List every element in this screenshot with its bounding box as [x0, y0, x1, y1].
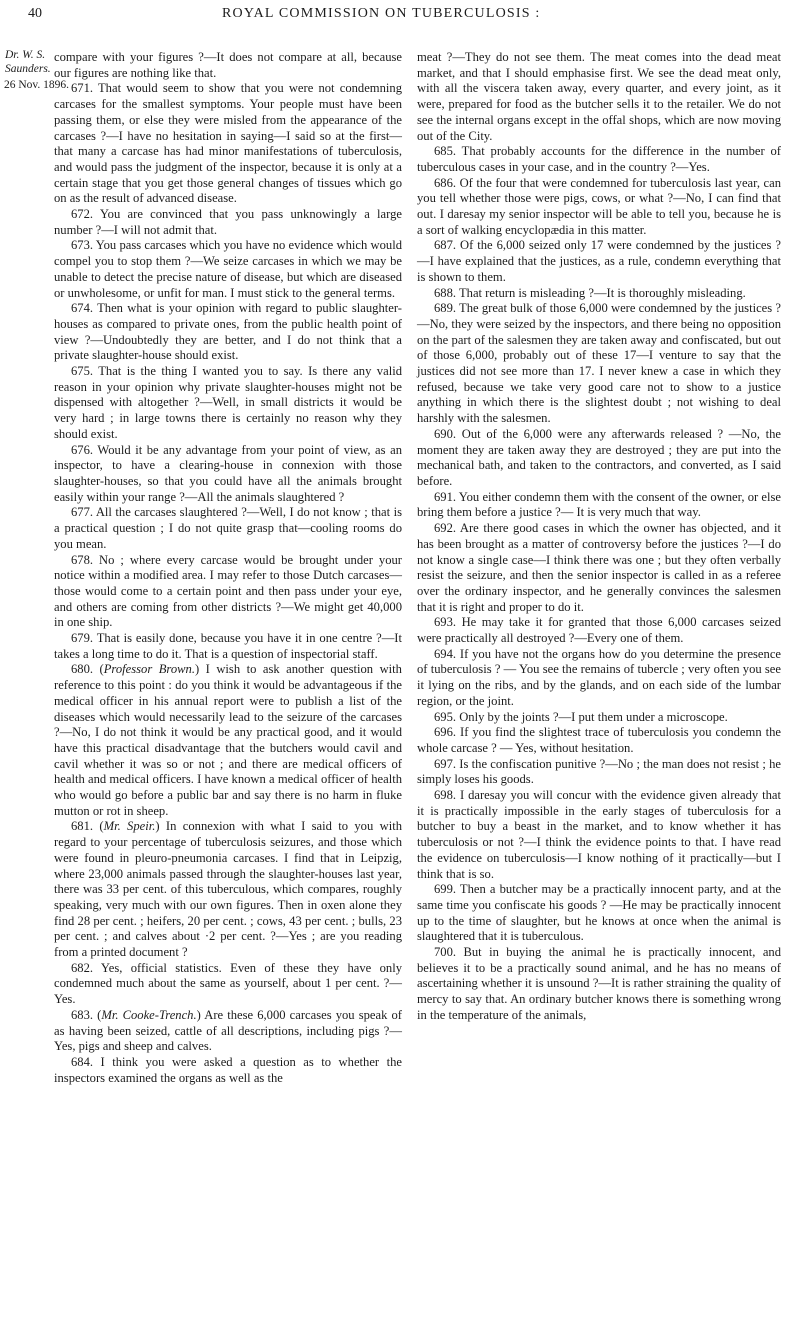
- paragraph: 694. If you have not the organs how do you determine the presence of tuberculosis ? — You see the remains of tubercle ; very often you see it lying on the ribs, and by the glands, and on each side of the lumbar region, or the joint.: [417, 646, 781, 708]
- paragraph: 673. You pass carcases which you have no evidence which would compel you to stop them ?—We seize carcases in which we may be unable to detect the precise nature of disease, but which are diseased or unwholesome, or unfit for man. I must stick to the general terms.: [54, 238, 402, 300]
- paragraph: 674. Then what is your opinion with regard to public slaughter-houses as compared to private ones, from the public health point of view ?—Undoubtedly they are better, and I do not think that a private slaughter-house should exist.: [54, 301, 402, 363]
- paragraph: 695. Only by the joints ?—I put them under a microscope.: [434, 709, 728, 724]
- paragraph: 699. Then a butcher may be a practically innocent party, and at the same time you confiscate his goods ? —He may be practically innocent up to the time of slaughter, but he knows at once when the animal is slaughtered that it is tuberculous.: [417, 882, 781, 944]
- paragraph: 696. If you find the slightest trace of tuberculosis you condemn the whole carcase ? — Yes, without hesitation.: [417, 725, 781, 755]
- left-text-column: [54, 50, 402, 1086]
- page-number: 40: [28, 6, 42, 21]
- paragraph-lead: 680. (: [71, 662, 104, 677]
- witness-name: Dr. W. S.: [5, 49, 46, 61]
- running-header-title: ROYAL COMMISSION ON TUBERCULOSIS :: [222, 6, 541, 21]
- paragraph: 686. Of the four that were condemned for tuberculosis last year, can you tell whether those were pigs, cows, or what ?—No, I can find that out. I daresay my senior inspector will be able to tell you, because he is a sort of walking encyclopædia in this matter.: [417, 175, 781, 237]
- speaker-name: Professor Brown.: [103, 662, 195, 677]
- paragraph: 690. Out of the 6,000 were any afterwards released ? —No, the moment they are taken away they are destroyed ; they are put into the mechanical bath, and taken to the contractors, and converted, as I said before.: [417, 426, 781, 488]
- paragraph: 687. Of the 6,000 seized only 17 were condemned by the justices ?—I have explained that the justices, as a rule, condemn everything that is shown to them.: [417, 238, 781, 284]
- paragraph: 672. You are convinced that you pass unknowingly a large number ?—I will not admit that.: [54, 207, 402, 237]
- paragraph: 677. All the carcases slaughtered ?—Well, I do not know ; that is a practical question ; I do not quite grasp that—cooling rooms do you mean.: [54, 505, 402, 551]
- paragraph: 678. No ; where every carcase would be brought under your notice within a modified area. I may refer to those Dutch carcases—those would come to a certain point and then pass under your eye, and others are coming from other districts ?—We might get 40,000 in one ship.: [54, 552, 402, 630]
- paragraph: 685. That probably accounts for the difference in the number of tuberculous cases in your case, and in the country ?—Yes.: [417, 144, 781, 174]
- speaker-name: Mr. Speir.: [103, 819, 156, 834]
- paragraph: 682. Yes, official statistics. Even of these they have only condemned much about the same as yourself, about 1 per cent. ?—Yes.: [54, 960, 402, 1007]
- paragraph: 675. That is the thing I wanted you to say. Is there any valid reason in your opinion why private slaughter-houses might not be dispensed with altogether ?—Well, in small districts it would be very hard ; in large towns there is certainly no reason why they should exist.: [54, 364, 402, 441]
- paragraph: compare with your figures ?—It does not compare at all, because our figures are nothing like that.: [54, 50, 402, 80]
- sitting-date: 26 Nov. 1896.: [4, 79, 70, 91]
- paragraph: 676. Would it be any advantage from your point of view, as an inspector, to have a clearing-house in connexion with those slaughter-houses, so that you could have all the animals brought easily within your range ?—All the animals slaughtered ?: [54, 442, 402, 504]
- witness-role: Saunders.: [5, 63, 51, 75]
- paragraph: 698. I daresay you will concur with the evidence given already that it is practically impossible in the early stages of tuberculosis for a butcher to buy a beast in the market, and to know whether it has tuberculosis or not ?—I think the evidence points to that. I have read the evidence on tuberculosis—I know nothing of it practically—but I think that is so.: [417, 788, 781, 881]
- paragraph-lead: 683. (: [71, 1007, 102, 1022]
- margin-note: [4, 48, 70, 92]
- paragraph: 689. The great bulk of those 6,000 were condemned by the justices ?—No, they were seized by the inspectors, and there being no opposition on the part of the salesmen they are taken away and confiscated, but out of those 6,000, probably out of these 17—I venture to say that the justices did not see more than 17. I never knew a case in which they refused, because we take very good care not to show to a justice anything in which there is the slightest doubt ; not wishing to deal harshly with the salesmen.: [417, 301, 781, 426]
- speaker-name: Mr. Cooke-Trench.: [101, 1007, 197, 1022]
- paragraph-lead: 681. (: [71, 819, 104, 834]
- paragraph-rest: ) In connexion with what I said to you with regard to your percentage of tuberculosis seizures, and those which were found in pleuro-pneumonia carcases. I find that in Leipzig, where 23,000 animals passed through the slaughter-houses last year, there was 33 per cent. of this tuberculous, which compares, roughly speaking, very much with our own figures. Then in oxen alone they find 28 per cent. ; heifers, 20 per cent. ; cows, 43 per cent. ; bulls, 23 per cent. ; and calves about ·2 per cent. ?—Yes ; are you reading from a printed document ?: [54, 819, 402, 960]
- paragraph: 693. He may take it for granted that those 6,000 carcases seized were practically all destroyed ?—Every one of them.: [417, 615, 781, 646]
- paragraph: 688. That return is misleading ?—It is thoroughly misleading.: [434, 285, 746, 300]
- paragraph: meat ?—They do not see them. The meat comes into the dead meat market, and that I should emphasise first. We see the dead meat only, with all the viscera taken away, every quarter, and every joint, as it were, prepared for food as the butcher sells it to the retailer. We do not see the internal organs except in the offal shops, which are now moving out of the City.: [417, 50, 781, 143]
- paragraph: 679. That is easily done, because you have it in one centre ?—It takes a long time to do it. That is a question of inspectorial staff.: [54, 631, 402, 661]
- paragraph: 671. That would seem to show that you were not condemning carcases for the smallest symptoms. Your people must have been passing them, or else they were misled from the appearance of the carcases ?—I have no hesitation in saying—I said so at the first—that many a carcase has had minor manifestations of tuberculosis, and would pass the judgment of the inspector, because it is only at a certain stage that you get those general changes of tissues which go on as the result of advanced disease.: [54, 81, 402, 206]
- paragraph: 700. But in buying the animal he is practically innocent, and believes it to be a practically sound animal, and he has no means of ascertaining whether it is unsound ?—It is rather straining the quality of mercy to say that. An ordinary butcher knows there is something wrong in the temperature of the animals,: [417, 945, 781, 1022]
- paragraph: [54, 819, 402, 960]
- paragraph: 692. Are there good cases in which the owner has objected, and it has been brought as a matter of controversy before the justices ?—I do not know a single case—I think there was one ; but they often verbally resist the seizure, and then the senior inspector is called in as a referee over the ordinary inspector, and he generally convinces the salesmen that it is right and proper to do it.: [417, 521, 781, 614]
- paragraph-rest: ) Are these 6,000 carcases you speak of as having been seized, cattle of all descriptions, including pigs ?—Yes, pigs and sheep and calves.: [54, 1007, 402, 1054]
- paragraph-rest: ) I wish to ask another question with reference to this point : do you think it would be advantageous if the medical officer in his annual report were to publish a list of the diseases which would necessarily lead to the seizure of the carcases ?—No, I do not think it would be any practical good, and it would have this practical disadvantage that the butchers would cavil and cavil whether it was so or not ; and there are medical officers of health and medical officers. I have known a medical officer of health who would go before a public bar and say there is no harm in fluke mutton or rot in sheep.: [54, 662, 402, 818]
- paragraph: [54, 662, 402, 819]
- paragraph: 697. Is the confiscation punitive ?—No ; the man does not resist ; he simply loses his goods.: [417, 756, 781, 787]
- paragraph: 691. You either condemn them with the consent of the owner, or else bring them before a justice ?— It is very much that way.: [417, 489, 781, 520]
- right-text-column: [417, 50, 781, 1024]
- paragraph: [54, 1008, 402, 1055]
- paragraph: 684. I think you were asked a question as to whether the inspectors examined the organs as well as the: [54, 1055, 402, 1085]
